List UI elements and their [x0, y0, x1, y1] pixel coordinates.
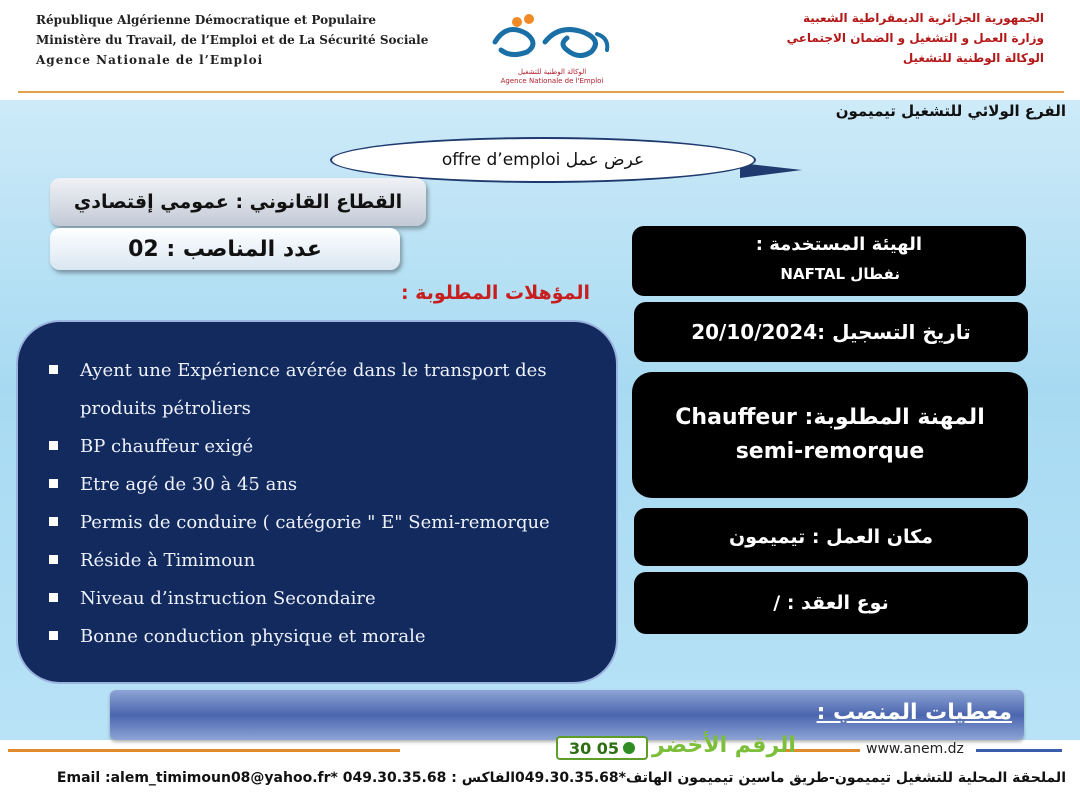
- website-link[interactable]: www.anem.dz: [866, 741, 964, 757]
- sector-text: القطاع القانوني : عمومي إقتصادي: [73, 191, 403, 213]
- logo-sub-fr: Agence Nationale de l'Emploi: [500, 77, 604, 85]
- posts-text: عدد المناصب : 02: [128, 236, 322, 262]
- contract-box: [634, 572, 1028, 634]
- qualification-item: Niveau d’instruction Secondaire: [80, 580, 576, 618]
- green-number-box: [556, 736, 648, 760]
- phone-icon: [623, 742, 635, 754]
- job-title-line2: semi-remorque: [735, 439, 925, 464]
- contract-text: نوع العقد : /: [773, 592, 889, 614]
- anem-logo-icon: [487, 8, 617, 64]
- employer-label: الهيئة المستخدمة :: [755, 234, 922, 255]
- footer-rule-left: [8, 749, 400, 752]
- employer-box: [632, 226, 1026, 296]
- footer-contact: الملحقة المحلية للتشغيل تيميمون-طريق ماسين تيميمون الهاتف*049.30.35.68الفاكس : 049.30.35.68 *Email :alem_timimoun08@yahoo.fr: [56, 770, 1066, 786]
- qualifications-list: [18, 322, 616, 656]
- job-title-line1: المهنة المطلوبة: Chauffeur: [675, 405, 985, 430]
- sector-box: [50, 178, 426, 226]
- footer-rule-right: [976, 749, 1062, 752]
- qualification-item: BP chauffeur exigé: [80, 428, 576, 466]
- posts-box: [50, 228, 400, 270]
- logo-sub-ar: الوكالة الوطنية للتشغيل: [517, 68, 587, 76]
- qualifications-panel: [16, 320, 618, 684]
- qualification-item: Ayent une Expérience avérée dans le transport des produits pétroliers: [80, 352, 576, 428]
- qualification-item: Bonne conduction physique et morale: [80, 618, 576, 656]
- qualification-item: Permis de conduire ( catégorie " E" Semi-remorque: [80, 504, 576, 542]
- header-ar-line2: وزارة العمل و التشغيل و الضمان الاجتماعي: [786, 31, 1044, 45]
- registration-date: تاريخ التسجيل :20/10/2024: [691, 320, 971, 344]
- header-fr-line2: Ministère du Travail, de l’Emploi et de La Sécurité Sociale: [36, 33, 429, 47]
- header-ar: [787, 8, 1044, 68]
- workplace-box: [634, 508, 1028, 566]
- green-number: 30 05: [568, 738, 620, 758]
- green-number-label: الرقم الأخضر: [652, 733, 796, 758]
- header-fr-line3: Agence Nationale de l’Emploi: [36, 53, 264, 67]
- header-ar-line3: الوكالة الوطنية للتشغيل: [902, 51, 1044, 65]
- branch-title: الفرع الولائي للتشغيل تيميمون: [835, 102, 1066, 120]
- qualifications-title: المؤهلات المطلوبة :: [400, 282, 590, 304]
- workplace-text: مكان العمل : تيميمون: [729, 526, 933, 548]
- header-fr-line1: République Algérienne Démocratique et Populaire: [36, 13, 377, 27]
- offer-title: offre d’emploi عرض عمل: [441, 150, 645, 170]
- header-fr: [36, 10, 428, 70]
- qualification-item: Réside à Timimoun: [80, 542, 576, 580]
- header-divider: [18, 91, 1064, 93]
- employer-value: نفطال NAFTAL: [780, 265, 900, 283]
- header-ar-line1: الجمهورية الجزائرية الديمقراطية الشعبية: [802, 11, 1044, 25]
- registration-box: [634, 302, 1028, 362]
- anem-logo: [482, 8, 622, 84]
- position-data-label: معطيات المنصب :: [816, 700, 1012, 725]
- job-box: [632, 372, 1028, 498]
- offer-title-bubble: [330, 137, 756, 183]
- qualification-item: Etre agé de 30 à 45 ans: [80, 466, 576, 504]
